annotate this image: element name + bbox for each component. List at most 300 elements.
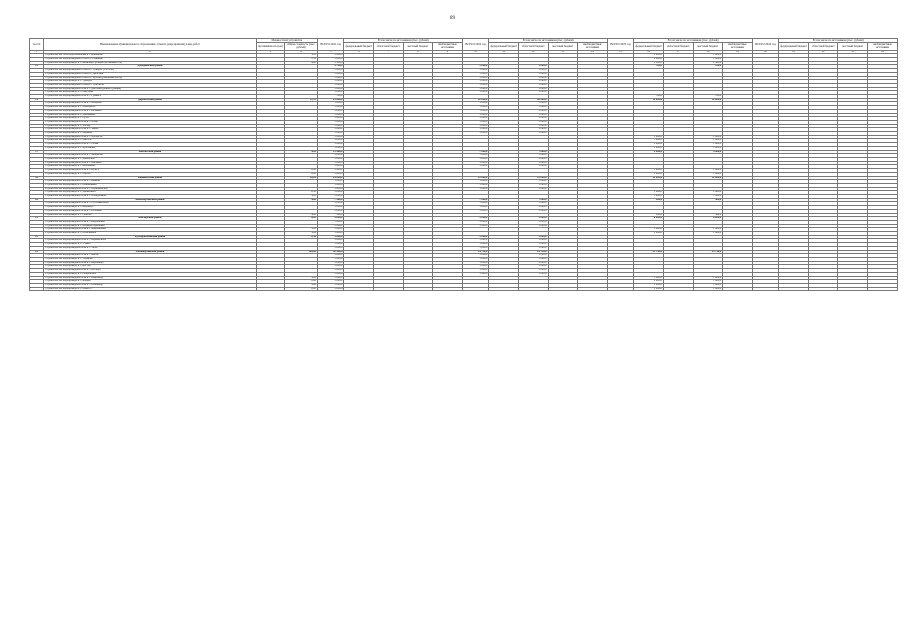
cell-value: 1 000,0 [462, 91, 489, 95]
cell-value: 7 000,0 [518, 150, 548, 154]
cell-value: 1 000,0 [518, 220, 548, 224]
cell-value: 1 000,0 [317, 102, 344, 106]
row-name: Строительство водопроводной сети в с. Кулегу [44, 169, 256, 173]
row-name: Строительство водопроводной сети в с. Аксай [44, 254, 256, 258]
row-name: Строительство водопровода в с. Новокаякент [44, 183, 256, 187]
cell-value: 11 400,0 [317, 150, 344, 154]
cell-value [808, 287, 838, 291]
cell-value: 1 000,0 [462, 206, 489, 210]
cell-value: 1 000,0 [518, 132, 548, 136]
cell-value: 500,0 [693, 213, 723, 217]
cell-value: 1 000,0 [317, 72, 344, 76]
cell-value: 1 000,0 [462, 113, 489, 117]
cell-value: 1 000,0 [518, 83, 548, 87]
col-header-fed: федеральный бюджет [344, 43, 374, 50]
cell-value: 1 000,0 [317, 269, 344, 273]
row-name: Строительство водопровода в с. Варсит [44, 172, 256, 176]
cell-value: 1 000,0 [462, 224, 489, 228]
cell-value: 25 000,0 [317, 98, 344, 102]
row-name: Строительство водопровода в с. Кокрек [44, 280, 256, 284]
column-number: 11 [489, 50, 519, 54]
col-header-reg: областной бюджет [808, 43, 838, 50]
cell-value: 1 000,0 [462, 161, 489, 165]
cell-value: 1 000,0 [317, 106, 344, 110]
cell-value: 1,32 [285, 58, 318, 62]
cell-value: 700,0 [693, 65, 723, 69]
cell-value: 1 000,0 [462, 117, 489, 121]
cell-value: 7 500,0 [317, 198, 344, 202]
cell-value: 1 000,0 [518, 183, 548, 187]
cell-value: 1 000,0 [317, 206, 344, 210]
cell-value: 1 000,0 [518, 224, 548, 228]
column-number: 1 [30, 50, 44, 54]
cell-value [752, 287, 779, 291]
col-header-fed: федеральный бюджет [489, 43, 519, 50]
cell-value: 12 000,0 [518, 176, 548, 180]
col-header-total-2022: ВСЕГО 2022 год [462, 39, 489, 51]
row-number: 13 [30, 65, 44, 69]
cell-value: 1 000,0 [317, 124, 344, 128]
cell-value: 1 000,0 [317, 243, 344, 247]
row-name: Строительство водопровода в с. Рубас [44, 117, 256, 121]
cell-value: 1 000,0 [317, 128, 344, 132]
row-name: Строительство водопровода в с. Костек [44, 265, 256, 269]
cell-value: 1 000,0 [634, 283, 664, 287]
cell-value: 1 000,0 [634, 191, 664, 195]
cell-value: 4,80 [285, 198, 318, 202]
cell-value: 24 000,0 [317, 176, 344, 180]
row-name: Строительство водопровода в с. Джемикент [44, 113, 256, 117]
row-name: Хасавюртовский район [44, 250, 256, 254]
cell-value: 1 000,0 [518, 69, 548, 73]
row-name: Строительство водопроводной сети в с. Коркмаскала [44, 239, 256, 243]
row-name: Строительство водопроводной сети в с. Маджалис [44, 154, 256, 158]
col-header-total-2024: ВСЕГО 2024 год [752, 39, 779, 51]
row-name: Строительство водопроводной сети в с. Нечаевка [44, 209, 256, 213]
cell-value: 1 000,0 [693, 228, 723, 232]
row-name: Строительство водопроводной сети в с. Хазар [44, 120, 256, 124]
cell-value [868, 287, 898, 291]
cell-value: 1 000,0 [317, 91, 344, 95]
row-name: Дахадаевский район [44, 65, 256, 69]
cell-value: 1 000,0 [518, 117, 548, 121]
cell-value: 1 000,0 [317, 239, 344, 243]
cell-value: 1 000,0 [462, 102, 489, 106]
cell-value: 1 000,0 [634, 58, 664, 62]
cell-value: 1 300,0 [693, 61, 723, 65]
cell-value: 1 000,0 [462, 69, 489, 73]
cell-value: 9 000,0 [317, 217, 344, 221]
cell-value: 3,85 [285, 54, 318, 58]
cell-value: 1 000,0 [462, 65, 489, 69]
cell-value: 3,00 [285, 195, 318, 199]
column-number: 3 [256, 50, 285, 54]
cell-value [256, 287, 285, 291]
cell-value: 1 400,0 [317, 169, 344, 173]
cell-value: 1 000,0 [462, 246, 489, 250]
row-name: Строительство водопровода в с. Джибахни [44, 158, 256, 162]
row-name: Строительство водопроводной сети в с. Янгикент [44, 161, 256, 165]
row-name: Строительство водопровода в с. Большая Арешевка [44, 224, 256, 228]
col-header-incl-2022: В том числе по источникам (тыс. рублей) [489, 39, 607, 43]
cell-value: 1 000,0 [317, 139, 344, 143]
cell-value: 700,0 [634, 65, 664, 69]
cell-value: 1 000,0 [634, 287, 664, 291]
cell-value: 1 000,0 [462, 109, 489, 113]
cell-value: 1 000,0 [462, 132, 489, 136]
cell-value: 4 700,0 [317, 65, 344, 69]
cell-value: 1 000,0 [518, 65, 548, 69]
cell-value: 1 000,0 [462, 180, 489, 184]
row-name: Строительство водопроводной сети в с. Великент [44, 109, 256, 113]
cell-value: 1 000,0 [317, 232, 344, 236]
cell-value [489, 287, 519, 291]
column-number: 23 [838, 50, 868, 54]
row-number: 20 [30, 198, 44, 202]
cell-value: 1 000,0 [518, 124, 548, 128]
cell-value: 1 000,0 [462, 83, 489, 87]
cell-value: 1 000,0 [518, 120, 548, 124]
cell-value: 1 000,0 [462, 154, 489, 158]
col-header-total-2023: ВСЕГО 2023 год [607, 39, 634, 51]
cell-value: 1 000,0 [518, 106, 548, 110]
cell-value: 7 000,0 [462, 150, 489, 154]
cell-value: 1 000,0 [317, 254, 344, 258]
cell-value: 12 000,0 [693, 176, 723, 180]
cell-value: 1 000,0 [317, 224, 344, 228]
row-name: Строительство водопроводной сети в с. Султанянгиюрт [44, 202, 256, 206]
cell-value: 700,0 [693, 95, 723, 99]
cell-value: 1 000,0 [462, 87, 489, 91]
column-number: 9 [433, 50, 463, 54]
cell-value: 3,00 [285, 283, 318, 287]
col-header-incl-2021: В том числе по источникам (тыс. рублей) [344, 39, 462, 43]
row-name: Каякентский район [44, 176, 256, 180]
cell-value: 1 000,0 [317, 261, 344, 265]
column-number: 24 [868, 50, 898, 54]
cell-value: 1 000,0 [518, 187, 548, 191]
cell-value: 1 000,0 [317, 76, 344, 80]
column-number: 22 [808, 50, 838, 54]
cell-value [663, 287, 693, 291]
cell-value: 1 000,0 [518, 257, 548, 261]
row-name: Строительство водопровода в с. Башлыкент [44, 165, 256, 169]
cell-value: 1 000,0 [634, 232, 664, 236]
row-name: Строительство водопроводной сети в с. Белиджи [44, 102, 256, 106]
cell-value: 1 000,0 [462, 124, 489, 128]
row-name: Строительство водопровода в с. Учкент [44, 243, 256, 247]
cell-value: 1 000,0 [317, 280, 344, 284]
cell-value: 1 000,0 [317, 195, 344, 199]
cell-value: 25 750,0 [693, 250, 723, 254]
cell-value: 6 000,0 [693, 217, 723, 221]
cell-value: 1 300,0 [317, 61, 344, 65]
row-name: Строительство водопроводной сети в с. Байрамаул [44, 276, 256, 280]
cell-value: 1 000,0 [693, 58, 723, 62]
cell-value: 4,20 [285, 150, 318, 154]
cell-value: 3,00 [285, 232, 318, 236]
row-number: 23 [30, 250, 44, 254]
cell-value: 1 000,0 [317, 283, 344, 287]
cell-value: 1 000,0 [317, 165, 344, 169]
cell-value: 50 500,0 [317, 250, 344, 254]
row-name: Строительство водопроводной сети в с. Османюрт [44, 283, 256, 287]
col-header-incl-2023: В том числе по источникам (тыс. рублей) [634, 39, 752, 43]
cell-value [548, 287, 578, 291]
column-number: 10 [462, 50, 489, 54]
cell-value: 1 000,0 [518, 91, 548, 95]
col-header-loc: местный бюджет [838, 43, 868, 50]
cell-value: 100,60 [285, 250, 318, 254]
row-name: Кизилюртовский район [44, 198, 256, 202]
col-header-num: № п/п [30, 39, 44, 51]
cell-value: 2,50 [285, 235, 318, 239]
row-name: Строительство водопровода в с. Берикей [44, 132, 256, 136]
table-row [30, 287, 898, 291]
cell-value: 1 000,0 [518, 261, 548, 265]
cell-value: 4,80 [285, 213, 318, 217]
cell-value: 1 000,0 [317, 209, 344, 213]
cell-value: 1 000,0 [518, 154, 548, 158]
row-name: Строительство водопроводной сети в с. Аверьяновка [44, 228, 256, 232]
cell-value: 1 000,0 [317, 135, 344, 139]
column-number: 7 [374, 50, 404, 54]
cell-value: 2,50 [285, 191, 318, 195]
cell-value: 1 000,0 [317, 265, 344, 269]
cell-value: 1 000,0 [317, 158, 344, 162]
cell-value: 3,00 [285, 228, 318, 232]
column-number: 21 [779, 50, 809, 54]
col-header-capacity: Мощностной устройства [256, 39, 317, 43]
col-header-reg: областной бюджет [518, 43, 548, 50]
cell-value: 1 000,0 [462, 265, 489, 269]
cell-value: 20 000,0 [518, 98, 548, 102]
cell-value: 24 750,0 [518, 250, 548, 254]
row-name: Кизлярский район [44, 217, 256, 221]
cell-value: 1 000,0 [317, 187, 344, 191]
row-name: Строительство водопровода в с. Уркарах [44, 80, 256, 84]
cell-value: 4,00 [285, 61, 318, 65]
cell-value: 10 000,0 [693, 98, 723, 102]
cell-value: 1 000,0 [634, 172, 664, 176]
cell-value [578, 287, 608, 291]
cell-value: 2,60 [285, 280, 318, 284]
col-header-cap-cost: общая стоимость (тыс. рублей) [285, 43, 318, 50]
cell-value: 2,20 [285, 172, 318, 176]
header-row-1 [30, 39, 898, 43]
cell-value: 1 000,0 [462, 269, 489, 273]
column-number: 13 [548, 50, 578, 54]
cell-value: 1 000,0 [693, 146, 723, 150]
cell-value [462, 287, 489, 291]
column-number: 8 [403, 50, 433, 54]
row-name: Строительство водопровода в с. Араблинка [44, 146, 256, 150]
cell-value [344, 287, 374, 291]
cell-value [723, 287, 753, 291]
row-number: 14 [30, 98, 44, 102]
cell-value: 1 000,0 [462, 187, 489, 191]
row-name: Строительство водопровода в с. Меусиша [44, 91, 256, 95]
cell-value: 1 000,0 [462, 254, 489, 258]
cell-value [518, 287, 548, 291]
cell-value: 1 000,0 [518, 265, 548, 269]
col-header-loc: местный бюджет [548, 43, 578, 50]
col-header-other: внебюджетные источники [723, 43, 753, 50]
row-name: Строительство водопроводной сети в с. Тюбе [44, 246, 256, 250]
cell-value: 20 000,0 [462, 98, 489, 102]
cell-value: 1 000,0 [317, 246, 344, 250]
row-name: Строительство водопроводных сетей в с. Кубачи (районный центр) [44, 76, 256, 80]
cell-value: 1 400,0 [693, 169, 723, 173]
cell-value: 1 000,0 [518, 76, 548, 80]
cell-value: 1 000,0 [462, 261, 489, 265]
cell-value: 1 000,0 [317, 87, 344, 91]
cell-value: 1 000,0 [518, 272, 548, 276]
cell-value: 1 000,0 [317, 202, 344, 206]
cell-value: 1 000,0 [518, 209, 548, 213]
row-name: Строительство водопровода в с. Моксоб [44, 287, 256, 291]
cell-value: 1 000,0 [518, 239, 548, 243]
cell-value: 1 000,0 [693, 143, 723, 147]
cell-value: 1 000,0 [693, 195, 723, 199]
row-name: Строительство сети водоснабжения в г. Буйнакске [44, 54, 256, 58]
row-number: 22 [30, 235, 44, 239]
cell-value: 1 000,0 [317, 120, 344, 124]
col-header-reg: областной бюджет [663, 43, 693, 50]
cell-value: 1 000,0 [518, 72, 548, 76]
cell-value: 1 000,0 [462, 209, 489, 213]
cell-value: 1 000,0 [518, 161, 548, 165]
cell-value: 500,0 [317, 213, 344, 217]
row-name: Строительство водопровода в с. Эндирей [44, 257, 256, 261]
cell-value: 1 000,0 [317, 161, 344, 165]
cell-value: 1 000,0 [462, 128, 489, 132]
cell-value: 12 000,0 [634, 176, 664, 180]
cell-value: 1 000,0 [317, 272, 344, 276]
column-number: 16 [634, 50, 664, 54]
cell-value: 1 000,0 [462, 120, 489, 124]
column-number: 15 [607, 50, 634, 54]
cell-value: 1 000,0 [462, 72, 489, 76]
cell-value: 1 000,0 [317, 143, 344, 147]
cell-value: 3 000,0 [317, 235, 344, 239]
cell-value: 1 000,0 [462, 158, 489, 162]
cell-value: 1 000,0 [462, 106, 489, 110]
cell-value: 24 750,0 [462, 250, 489, 254]
cell-value: 2,00 [285, 287, 318, 291]
cell-value: 1 000,0 [518, 206, 548, 210]
cell-value: 1 000,0 [693, 283, 723, 287]
cell-value: 1 000,0 [634, 195, 664, 199]
cell-value: 1 000,0 [518, 202, 548, 206]
cell-value [607, 287, 634, 291]
row-name: Строительство водопровода в с. Юбилейное [44, 232, 256, 236]
row-number: 18 [30, 176, 44, 180]
cell-value: 1 000,0 [518, 254, 548, 258]
col-header-other: внебюджетные источники [578, 43, 608, 50]
cell-value: 1 000,0 [693, 232, 723, 236]
cell-value: 25 750,0 [634, 250, 664, 254]
row-name: Строительство водопроводных сетей в с. Дибгаши [44, 72, 256, 76]
col-header-cap-unit: протяжённость (км) [256, 43, 285, 50]
row-name: Строительство водопровода в с. Джаваткент [44, 191, 256, 195]
row-name: Строительство водопровода в с. Кизилюрт (общая протяжённость) [44, 61, 256, 65]
cell-value: 1 000,0 [518, 87, 548, 91]
cell-value: 1 000,0 [518, 246, 548, 250]
cell-value: 1 000,0 [693, 280, 723, 284]
row-name: Строительство водопровода в с. Гельбах [44, 213, 256, 217]
cell-value: 1 000,0 [462, 220, 489, 224]
cell-value: 10,20 [285, 176, 318, 180]
cell-value: 1 000,0 [693, 191, 723, 195]
cell-value: 1 000,0 [462, 239, 489, 243]
cell-value: 1 000,0 [634, 135, 664, 139]
cell-value: 3 000,0 [518, 217, 548, 221]
cell-value: 1 900,0 [634, 54, 664, 58]
cell-value: 1 000,0 [317, 276, 344, 280]
cell-value: 1 000,0 [317, 228, 344, 232]
row-name: Строительство водопроводной сети в с. Кардоновка [44, 220, 256, 224]
cell-value: 500,0 [693, 198, 723, 202]
cell-value: 1 900,0 [693, 54, 723, 58]
column-number: 2 [44, 50, 256, 54]
col-header-fed: федеральный бюджет [779, 43, 809, 50]
row-name: Строительство водопроводной сети в с. Чинар [44, 128, 256, 132]
col-header-name: Наименование муниципального образования, объекта (мероприятия) и вид работ [44, 39, 256, 51]
row-name: Строительство водопроводной сети в с. Первомайское [44, 187, 256, 191]
cell-value: 1 000,0 [462, 243, 489, 247]
cell-value: 1 900,0 [317, 54, 344, 58]
column-number: 18 [693, 50, 723, 54]
cell-value: 1 000,0 [317, 287, 344, 291]
column-number: 14 [578, 50, 608, 54]
col-header-loc: местный бюджет [403, 43, 433, 50]
cell-value: 1 000,0 [518, 165, 548, 169]
cell-value: 11,51 [285, 98, 318, 102]
cell-value: 1 000,0 [462, 257, 489, 261]
cell-value: 1 000,0 [518, 180, 548, 184]
cell-value: 1 000,0 [317, 146, 344, 150]
col-header-fed: федеральный бюджет [634, 43, 664, 50]
row-name: Строительство водопроводной сети в с. Карланюрт [44, 261, 256, 265]
row-name: Строительство водопроводных сетей в с. Уркарах (1-й этап) [44, 69, 256, 73]
row-name: Строительство водопроводной сети в с. Мугерган [44, 135, 256, 139]
row-name: Строительство водопровода в с. Митаги [44, 139, 256, 143]
cell-value [374, 287, 404, 291]
cell-value: 1 000,0 [462, 80, 489, 84]
column-number: 17 [663, 50, 693, 54]
row-name: Кайтагский район [44, 150, 256, 154]
column-number: 19 [723, 50, 753, 54]
cell-value: 500,0 [634, 213, 664, 217]
column-number: 20 [752, 50, 779, 54]
cell-value: 3,00 [285, 276, 318, 280]
cell-value: 1 000,0 [317, 109, 344, 113]
cell-value: 1 000,0 [634, 146, 664, 150]
col-header-incl-2024: В том числе по источникам (тыс. рублей) [779, 39, 898, 43]
row-number: 17 [30, 150, 44, 154]
cell-value: 1 000,0 [462, 165, 489, 169]
row-number [30, 287, 44, 291]
row-name: Строительство водопроводной сети в с. Каякент [44, 180, 256, 184]
cell-value: 6,00 [285, 217, 318, 221]
cell-value: 1 000,0 [518, 269, 548, 273]
col-header-total-2021: ВСЕГО 2021 год [317, 39, 344, 51]
row-name: Строительство водопроводной сети в с. Салик [44, 143, 256, 147]
cell-value: 1 000,0 [317, 154, 344, 158]
row-number: 21 [30, 217, 44, 221]
row-name: Строительство водопровода в с. Кироваул [44, 206, 256, 210]
